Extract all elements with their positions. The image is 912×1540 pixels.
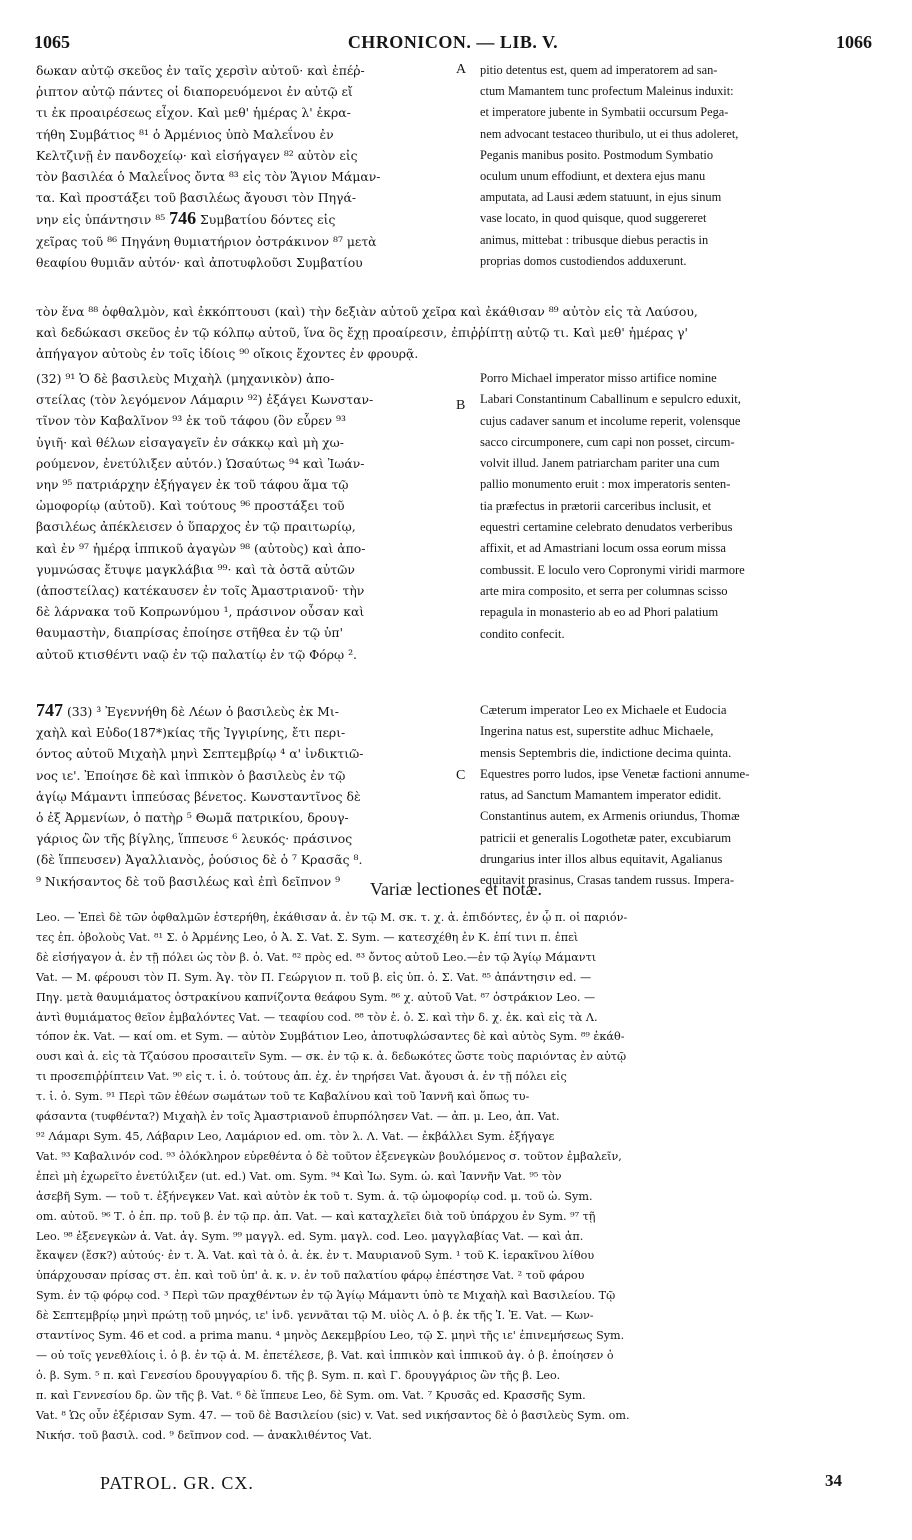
- text-line: repagula in monasterio ab eo ad Phori palatium: [480, 605, 719, 620]
- text-line: Constantinus autem, ex Armenis oriundus, Thomæ: [480, 809, 740, 824]
- margin-letter-b: B: [456, 398, 466, 413]
- critical-notes: [36, 908, 876, 1445]
- text-line: νην ⁹⁵ πατριάρχην ἐξήγαγεν ἐκ τοῦ τάφου ἅμα τῷ: [36, 477, 349, 493]
- text-line: Equestres porro ludos, ipse Venetæ factioni annume-: [480, 766, 750, 781]
- text-line: condito confecit.: [480, 626, 565, 641]
- text-line: ⁹² Λάμαρι Sym. 45, Λάβαριν Leo, Λαμάριον ed. om. τὸν λ. Λ. Vat. — ἐκβάλλει Sym. ἐξήγαγε: [36, 1129, 555, 1143]
- text-line: αὐτοῦ κτισθέντι ναῷ ἐν τῷ παλατίῳ ἐν τῷ Φόρῳ ².: [36, 646, 357, 662]
- text-line: τ. ἰ. ὁ. Sym. ⁹¹ Περὶ τῶν ἐθέων σωμάτων τοῦ τε Καβαλίνου καὶ τοῦ Ἰαννῆ καὶ ὅπως τυ-: [36, 1090, 530, 1104]
- greek-column-top: [36, 60, 454, 273]
- text-line: animus, mittebat : tribusque diebus peractis in: [480, 232, 709, 247]
- text-line: ctum Mamantem tunc profectum Maleinus induxit:: [480, 84, 734, 99]
- text-line: δὲ εἰσήγαγον ἀ. ἐν τῇ πόλει ὡς τὸν β. ὁ. Vat. ⁸² πρὸς ed. ⁸³ ὄντος αὐτοῦ Leo.—ἐν τῷ Ἁγίῳ Μάμαντι: [36, 950, 597, 964]
- text-line: — οὐ τοῖς γενεθλίοις ἱ. ὁ β. ἐν τῷ ἁ. Μ. ἐπετέλεσε, β. Vat. καὶ ἱππικὸν καὶ ἱππικοῦ ἀγ. ὁ β. ἐποίησεν ὁ: [36, 1348, 614, 1362]
- text-line: τες ἐπ. ὀβολοὺς Vat. ⁸¹ Σ. ὁ Ἀρμένης Leo, ὁ Ἀ. Σ. Vat. Σ. Sym. — κατεσχέθη ἐν Κ. ἐπί τινι π. ἐπεὶ: [36, 930, 579, 944]
- text-line: ουσι καὶ ἀ. εἰς τὰ Τζαύσου προσαιτεῖν Sym. — σκ. ἐν τῷ κ. ἀ. δεδωκότες ὥστε τοὺς παριόντας ἐν αὐτῷ: [36, 1050, 627, 1064]
- text-line: tia præfectus in prætorii carceribus inclusit, et: [480, 498, 712, 513]
- margin-letter-c: C: [456, 768, 466, 783]
- text-line: pallio monumento eruit : mox imperatoris senten-: [480, 477, 731, 492]
- text-line: χεῖρας τοῦ ⁸⁶ Πηγάνη θυμιατήριον ὀστράκινον ⁸⁷ μετὰ: [36, 233, 377, 249]
- text-line: drungarius inter illos albus equitavit, Agalianus: [480, 852, 723, 867]
- text-line: Νικήσ. τοῦ βασιλ. cod. ⁹ δεῖπνον cod. — ἀνακλιθέντος Vat.: [36, 1428, 372, 1442]
- text-line: καὶ ἐν ⁹⁷ ἡμέρᾳ ἱππικοῦ ἀγαγὼν ⁹⁸ (αὐτοὺς) καὶ ἀπο-: [36, 540, 366, 556]
- text-line: σταντίνος Sym. 46 et cod. a prima manu. ⁴ μηνὸς Δεκεμβρίου Leo, τῷ Σ. μηνὶ τῆς ιε' ἐπινεμήσεως Sym.: [36, 1329, 625, 1343]
- text-line: γάριος ὢν τῆς βίγλης, ἵππευσε ⁶ λευκός· πράσινος: [36, 831, 353, 847]
- text-line: Πηγ. μετὰ θαυμιάματος ὀστρακίνου καπνίζοντα θεάφου Sym. ⁸⁶ χ. αὐτοῦ Vat. ⁸⁷ ὀστράκιον Leo. —: [36, 990, 596, 1004]
- text-line: ὑπάρχουσαν πρίσας στ. ἐπ. καὶ τοῦ ὑπ' ἀ. κ. ν. ἐν τοῦ παλατίου φάρῳ ἐπέστησε Vat. ² τοῦ φάρου: [36, 1269, 585, 1283]
- text-line: Labari Constantinum Caballinum e sepulcro eduxit,: [480, 392, 741, 407]
- text-line: ὁ. β. Sym. ⁵ π. καὶ Γενεσίου δρουγγαρίου δ. τῆς β. Sym. π. καὶ Γ. δρουγγάριος ὢν τῆς β. Leo.: [36, 1368, 561, 1382]
- text-line: τι ἐκ προαιρέσεως εἶχον. Καὶ μεθ' ἡμέρας λ' ἐκρα-: [36, 105, 351, 121]
- text-line: Κελτζινῇ ἐν πανδοχείῳ· καὶ εἰσήγαγεν ⁸² αὐτὸν εἰς: [36, 147, 358, 163]
- text-line: vase locato, in quod quisque, quod suggereret: [480, 211, 707, 226]
- greek-column-middle: [36, 368, 454, 665]
- text-line: ῥιπτον αὐτῷ πάντες οἱ διαπορευόμενοι ἐν αὐτῷ εἴ: [36, 84, 353, 100]
- text-line: καὶ δεδώκασι σκεῦος ἐν τῷ κόλπῳ αὐτοῦ, ἵνα ὃς ἔχῃ προαίρεσιν, ἐπιῤῥίπτῃ αὐτῷ τι. Καὶ μεθ' ἡμέρας γ': [36, 325, 688, 341]
- text-line: ὠμοφορίῳ (αὐτοῦ). Καὶ τούτους ⁹⁶ προστάξει τοῦ: [36, 498, 345, 514]
- signature-number: 34: [825, 1471, 842, 1490]
- text-line: volvit illud. Janem patriarcham pariter una cum: [480, 456, 720, 471]
- latin-column-lower: [480, 700, 876, 892]
- text-line: ἔκαψεν (ἔσκ?) αὐτούς· ἐν τ. Ἀ. Vat. καὶ τὰ ὀ. ἀ. ἐκ. ἐν τ. Μαυριανοῦ Sym. ¹ τοῦ Κ. ἱερακῖνου λίθου: [36, 1249, 595, 1263]
- text-line: mensis Septembris die, indictione decima quinta.: [480, 745, 732, 760]
- text-line: Sym. ἐν τῷ φόρῳ cod. ³ Περὶ τῶν πραχθέντων ἐν τῷ Ἁγίῳ Μάμαντι ὑπὸ τε Μιχαὴλ καὶ Βασιλείου. Τῷ: [36, 1289, 616, 1303]
- running-header: [34, 32, 872, 62]
- text-line: φάσαντα (τυφθέντα?) Μιχαὴλ ἐν τοῖς Ἀμαστριανοῦ ἐπυρπόλησεν Vat. — ἀπ. μ. Leo, ἀπ. Vat.: [36, 1110, 560, 1124]
- text-line: ρούμενον, ἐνετύλιξεν αὐτόν.) Ὡσαύτως ⁹⁴ καὶ Ἰωάν-: [36, 455, 365, 471]
- text-line: Vat. ⁹³ Καβαλινόν cod. ⁹³ ὁλόκληρον εὑρεθέντα ὁ δὲ τοῦτον ἐξενεγκὼν βουλόμενος σ. τοῦτον ἐμβαλεῖν,: [36, 1149, 622, 1163]
- text-line: Porro Michael imperator misso artifice nomine: [480, 371, 717, 385]
- text-line: combussit. E loculo vero Copronymi viridi marmore: [480, 562, 745, 577]
- text-line: nem advocant testaceo thuribulo, ut ei thus adoleret,: [480, 126, 739, 141]
- column-number: 747: [36, 700, 63, 720]
- text-line: δωκαν αὐτῷ σκεῦος ἐν ταῖς χερσὶν αὐτοῦ· καὶ ἐπέῤ-: [36, 63, 365, 78]
- text-line: ἐπεὶ μὴ ἐχωρεῖτο ἐνετύλιξεν (ut. ed.) Vat. om. Sym. ⁹⁴ Καὶ Ἰω. Sym. ὡ. καὶ Ἰαννῆν Vat. ⁹⁵ τὸν: [36, 1169, 562, 1183]
- text-line: Vat. — Μ. φέρουσι τὸν Π. Sym. Ἀγ. τὸν Π. Γεώργιον π. τοῦ β. εἰς ὑπ. ὁ. Σ. Vat. ⁸⁵ ἀπάντησιν ed. —: [36, 970, 592, 984]
- text-line: π. καὶ Γεννεσίου δρ. ὢν τῆς β. Vat. ⁶ δὲ ἵππευε Leo, δὲ Sym. om. Vat. ⁷ Κρυσᾶς ed. Κρασσῆς Sym.: [36, 1388, 586, 1402]
- text-line: Cæterum imperator Leo ex Michaele et Eudocia: [480, 703, 727, 717]
- margin-letter-a: A: [456, 62, 467, 77]
- text-line: τόπον ἐκ. Vat. — καί om. et Sym. — αὐτὸν Συμβάτιον Leo, ἀποτυφλώσαντες δὲ καὶ αὐτὸς Sym. ⁸⁹ ἐκάθ-: [36, 1030, 625, 1044]
- text-line: νος ιε'. Ἐποίησε δὲ καὶ ἱππικὸν ὁ βασιλεὺς ἐν τῷ: [36, 767, 346, 783]
- text-line: oculum unum effodiunt, et dextera ejus manu: [480, 169, 706, 184]
- greek-column-lower: [36, 700, 454, 892]
- text-line: (32) ⁹¹ Ὁ δὲ βασιλεὺς Μιχαὴλ (μηχανικὸν) ἀπο-: [36, 371, 335, 386]
- text-line: (ἀποστείλας) κατέκαυσεν ἐν τοῖς Ἀμαστριανοῦ· τὴν: [36, 583, 365, 599]
- text-line: ἀπήγαγον αὐτοὺς ἐν τοῖς ἰδίοις ⁹⁰ οἴκοις ἔχοντες ἐν φρουρᾷ.: [36, 346, 419, 362]
- footer-signature: PATROL. GR. CX.: [100, 1473, 254, 1493]
- text-line: Ingerina natus est, superstite adhuc Michaele,: [480, 724, 714, 739]
- text-line: affixit, et ad Amastriani locum ossa eorum missa: [480, 541, 726, 556]
- text-line: 747 (33) ³ Ἐγεννήθη δὲ Λέων ὁ βασιλεὺς ἐκ Μι-: [36, 700, 339, 720]
- text-line: δὲ λάρνακα τοῦ Κοπρωνύμου ¹, πράσινον οὖσαν καὶ: [36, 604, 365, 620]
- text-line: νην εἰς ὑπάντησιν ⁸⁵ 746 Συμβατίου δόντες εἰς: [36, 208, 336, 229]
- text-line: τήθη Συμβάτιος ⁸¹ ὁ Ἀρμένιος ὑπὸ Μαλεΐνου ἐν: [36, 126, 334, 142]
- column-number: 746: [169, 208, 197, 229]
- text-line: στείλας (τὸν λεγόμενον Λάμαριν ⁹²) ἐξάγει Κωνσταν-: [36, 392, 374, 408]
- text-line: cujus cadaver sanum et incolume reperit, volensque: [480, 413, 741, 428]
- running-title: CHRONICON. — LIB. V.: [347, 32, 559, 52]
- text-line: τῖνον τὸν Καβαλῖνον ⁹³ ἐκ τοῦ τάφου (ὃν εὗρεν ⁹³: [36, 413, 346, 429]
- latin-column-top: [480, 60, 876, 272]
- text-line: τὸν ἕνα ⁸⁸ ὀφθαλμὸν, καὶ ἐκκόπτουσι (καὶ) τὴν δεξιὰν αὐτοῦ χεῖρα καὶ ἐκάθισαν ⁸⁹ αὐτὸν εἰς τὰ Λαύσου,: [36, 304, 698, 319]
- text-line: equestri certamine celebrato denudatos verberibus: [480, 520, 733, 535]
- text-line: sacco circumponere, cum capi non posset, circum-: [480, 434, 735, 449]
- text-line: Leo. ⁹⁸ ἐξενεγκὼν ἀ. Vat. ἀγ. Sym. ⁹⁹ μαγγλ. ed. Sym. μαγλ. cod. Leo. μαγγλαβίας Vat. — καὶ ἀπ.: [36, 1229, 584, 1243]
- text-line: om. αὐτοῦ. ⁹⁶ Τ. ὁ ἐπ. πρ. τοῦ β. ἐν τῷ πρ. ἀπ. Vat. — καὶ καταχλεῖει διὰ τοῦ ὑπάρχου ἐν Sym. ⁹⁷ τῇ: [36, 1209, 596, 1223]
- text-line: ὁ ἐξ Ἀρμενίων, ὁ πατὴρ ⁵ Θωμᾶ πατρικίου, δρουγ-: [36, 810, 349, 826]
- latin-column-middle: [480, 368, 876, 645]
- text-line: όντος αὐτοῦ Μιχαὴλ μηνὶ Σεπτεμβρίῳ ⁴ α' ἰνδικτιῶ-: [36, 746, 364, 762]
- text-line: pitio detentus est, quem ad imperatorem ad san-: [480, 63, 718, 77]
- text-line: τὸν βασιλέα ὁ Μαλεΐνος ὄντα ⁸³ εἰς τὸν Ἅγιον Μάμαν-: [36, 169, 381, 185]
- text-line: ἀσεβῆ Sym. — τοῦ τ. ἐξήνεγκεν Vat. καὶ αὐτὸν ἐκ τοῦ τ. Sym. ἁ. τῷ ὠμοφορίῳ cod. μ. τοῦ ὡ. Sym.: [36, 1189, 593, 1203]
- text-line: ὑγιῆ· καὶ θέλων εἰσαγαγεῖν ἐν σάκκῳ καὶ μὴ χω-: [36, 434, 344, 450]
- text-line: patricii et generalis Logothetæ pater, excubiarum: [480, 830, 732, 845]
- text-line: amputata, ad Lausi ædem statuunt, in ejus sinum: [480, 190, 722, 205]
- text-line: Peganis manibus posito. Postmodum Symbatio: [480, 147, 714, 162]
- text-line: δὲ Σεπτεμβρίῳ μηνὶ πρώτῃ τοῦ μηνός, ιε' ἰνδ. γεννᾶται τῷ Μ. υἱὸς Λ. ὁ β. ἐκ τῆς Ἰ. Ἐ. Vat. — Κων-: [36, 1309, 594, 1323]
- text-line: χαὴλ καὶ Εὐδο(187*)κίας τῆς Ἰγγιρίνης, ἔτι περι-: [36, 725, 346, 741]
- text-line: ἁγίῳ Μάμαντι ἱππεύσας βένετος. Κωνσταντῖνος δὲ: [36, 788, 361, 804]
- text-line: θαυμαστὴν, διαπρίσας ἐποίησε στῆθεα ἐν τῷ ὑπ': [36, 625, 343, 641]
- page-number-right: 1066: [836, 32, 872, 52]
- text-line: θεαφίου θυμιᾶν αὐτόν· καὶ ἀποτυφλοῦσι Συμβατίου: [36, 254, 363, 270]
- greek-full-width-lines: [36, 301, 876, 365]
- text-line: ἀντὶ θυμιάματος θεῖον ἐμβαλόντες Vat. — τεαφίου cod. ⁸⁸ τὸν ἑ. ὁ. Σ. καὶ τὴν δ. χ. ἐκ. καὶ εἰς τὰ Λ.: [36, 1010, 598, 1024]
- text-line: Vat. ⁸ Ὡς οὖν ἐξέρισαν Sym. 47. — τοῦ δὲ Βασιλείου (sic) v. Vat. sed νικήσαντος δὲ ὁ βασιλεὺς Sym. om.: [36, 1408, 630, 1422]
- page-number-left: 1065: [34, 32, 70, 52]
- text-line: (δὲ ἵππευσεν) Ἀγαλλιανὸς, ῥούσιος δὲ ὁ ⁷ Κρασᾶς ⁸.: [36, 852, 363, 868]
- text-line: γυμνώσας ἔτυψε μαγκλάβια ⁹⁹· καὶ τὰ ὀστᾶ αὐτῶν: [36, 561, 355, 577]
- text-line: et imperatore jubente in Symbatii occursum Pega-: [480, 105, 729, 120]
- notes-heading: Variæ lectiones et notæ.: [370, 879, 542, 899]
- text-line: Leo. — Ἐπεὶ δὲ τῶν ὀφθαλμῶν ἐστερήθη, ἐκάθισαν ἀ. ἐν τῷ Μ. σκ. τ. χ. ἀ. ἐπιδόντες, ἐν ᾧ π. οἱ παριόν-: [36, 911, 628, 924]
- text-line: ratus, ad Sanctum Mamantem imperator edidit.: [480, 788, 722, 803]
- text-line: arte mira composito, et serra per columnas scisso: [480, 583, 728, 598]
- text-line: ⁹ Νικήσαντος δὲ τοῦ βασιλέως καὶ ἐπὶ δεῖπνον ⁹: [36, 873, 341, 889]
- text-line: βασιλέως ἀπέκλεισεν ὁ ὕπαρχος ἐν τῷ πραιτωρίῳ,: [36, 519, 356, 535]
- text-line: τι προσεπιῤῥίπτειν Vat. ⁹⁰ εἰς τ. ἰ. ὁ. τούτους ἀπ. ἐχ. ἐν τηρήσει Vat. ἄγουσι ἀ. ἐν τῇ πόλει εἰς: [36, 1070, 567, 1084]
- text-line: equitavit prasinus, Crasas tandem russus. Impera-: [480, 873, 735, 888]
- text-line: τα. Καὶ προστάξει τοῦ βασιλέως ἄγουσι τὸν Πηγά-: [36, 190, 357, 206]
- text-line: proprias domos custodiendos adduxerunt.: [480, 253, 687, 268]
